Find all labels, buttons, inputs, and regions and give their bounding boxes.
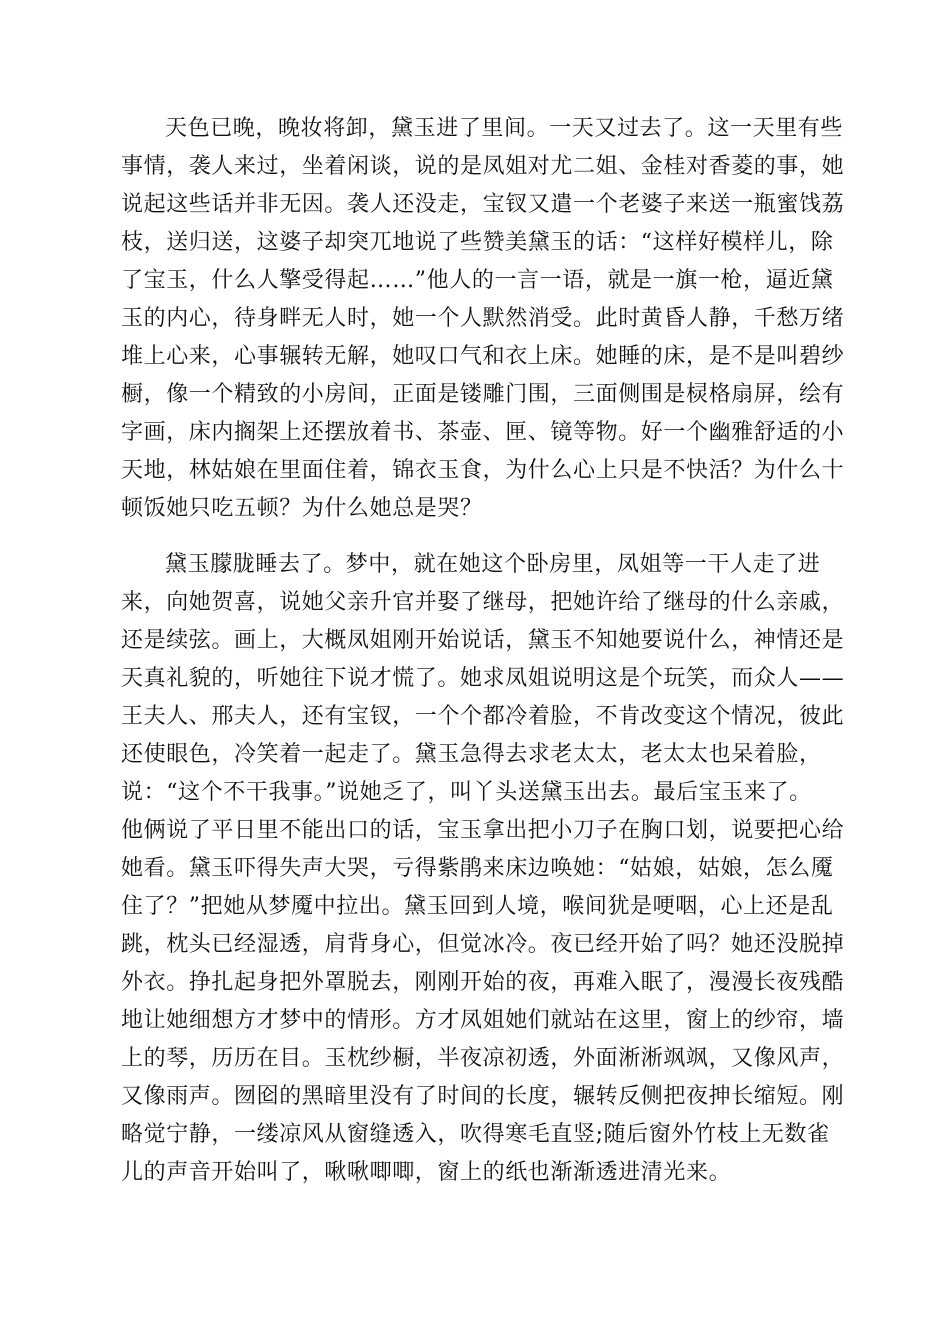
text-line: 跳，枕头已经湿透，肩背身心，但觉冰冷。夜已经开始了吗？她还没脱掉 bbox=[121, 932, 845, 957]
text-line: 儿的声音开始叫了，啾啾唧唧，窗上的纸也渐渐透进清光来。 bbox=[121, 1160, 732, 1185]
text-line: 略觉宁静，一缕凉风从窗缝透入，吹得寒毛直竖;随后窗外竹枝上无数雀 bbox=[121, 1122, 830, 1147]
text-line: 王夫人、邢夫人，还有宝钗，一个个都冷着脸，不肯改变这个情况，彼此 bbox=[121, 704, 845, 729]
text-line: 字画，床内搁架上还摆放着书、茶壶、匣、镜等物。好一个幽雅舒适的小 bbox=[121, 420, 845, 445]
text-line: 来，向她贺喜，说她父亲升官并娶了继母，把她许给了继母的什么亲戚， bbox=[121, 590, 845, 615]
text-line: 住了？”把她从梦魇中拉出。黛玉回到人境，喉间犹是哽咽，心上还是乱 bbox=[121, 894, 834, 919]
text-line: 说起这些话并非无因。袭人还没走，宝钗又遣一个老婆子来送一瓶蜜饯荔 bbox=[121, 192, 845, 217]
text-line: 还是续弦。画上，大概凤姐刚开始说话，黛玉不知她要说什么，神情还是 bbox=[121, 628, 845, 653]
text-line: 堆上心来，心事辗转无解，她叹口气和衣上床。她睡的床，是不是叫碧纱 bbox=[121, 344, 845, 369]
text-line: 枝，送归送，这婆子却突兀地说了些赞美黛玉的话：“这样好模样儿，除 bbox=[121, 230, 834, 255]
text-line: 天地，林姑娘在里面住着，锦衣玉食，为什么心上只是不快活？为什么十 bbox=[121, 458, 845, 483]
text-line: 又像雨声。囫囵的黑暗里没有了时间的长度，辗转反侧把夜抻长缩短。刚 bbox=[121, 1084, 845, 1109]
text-line: 黛玉朦胧睡去了。梦中，就在她这个卧房里，凤姐等一干人走了进 bbox=[165, 552, 821, 577]
text-line: 事情，袭人来过，坐着闲谈，说的是凤姐对尤二姐、金桂对香菱的事，她 bbox=[121, 154, 845, 179]
text-line: 上的琴，历历在目。玉枕纱橱，半夜凉初透，外面淅淅飒飒，又像风声， bbox=[121, 1046, 845, 1071]
text-line: 玉的内心，待身畔无人时，她一个人默然消受。此时黄昏人静，千愁万绪 bbox=[121, 306, 845, 331]
text-line: 天真礼貌的，听她往下说才慌了。她求凤姐说明这是个玩笑，而众人—— bbox=[121, 666, 845, 691]
text-line: 地让她细想方才梦中的情形。方才凤姐她们就站在这里，窗上的纱帘，墙 bbox=[121, 1008, 845, 1033]
text-line: 说：“这个不干我事。”说她乏了，叫丫头送黛玉出去。最后宝玉来了。 bbox=[121, 780, 812, 805]
text-line: 还使眼色，冷笑着一起走了。黛玉急得去求老太太，老太太也呆着脸， bbox=[121, 742, 822, 767]
text-line: 她看。黛玉吓得失声大哭，亏得紫鹃来床边唤她：“姑娘，姑娘，怎么魇 bbox=[121, 856, 834, 881]
text-line: 顿饭她只吃五顿？为什么她总是哭？ bbox=[121, 496, 483, 521]
text-line: 橱，像一个精致的小房间，正面是镂雕门围，三面侧围是棂格扇屏，绘有 bbox=[121, 382, 845, 407]
text-line: 了宝玉，什么人擎受得起……”他人的一言一语，就是一旗一枪，逼近黛 bbox=[121, 268, 834, 293]
text-line: 外衣。挣扎起身把外罩脱去，刚刚开始的夜，再难入眠了，漫漫长夜残酷 bbox=[121, 970, 845, 995]
text-line: 天色已晚，晚妆将卸，黛玉进了里间。一天又过去了。这一天里有些 bbox=[165, 116, 844, 141]
text-line: 他俩说了平日里不能出口的话，宝玉拿出把小刀子在胸口划，说要把心给 bbox=[121, 818, 845, 843]
